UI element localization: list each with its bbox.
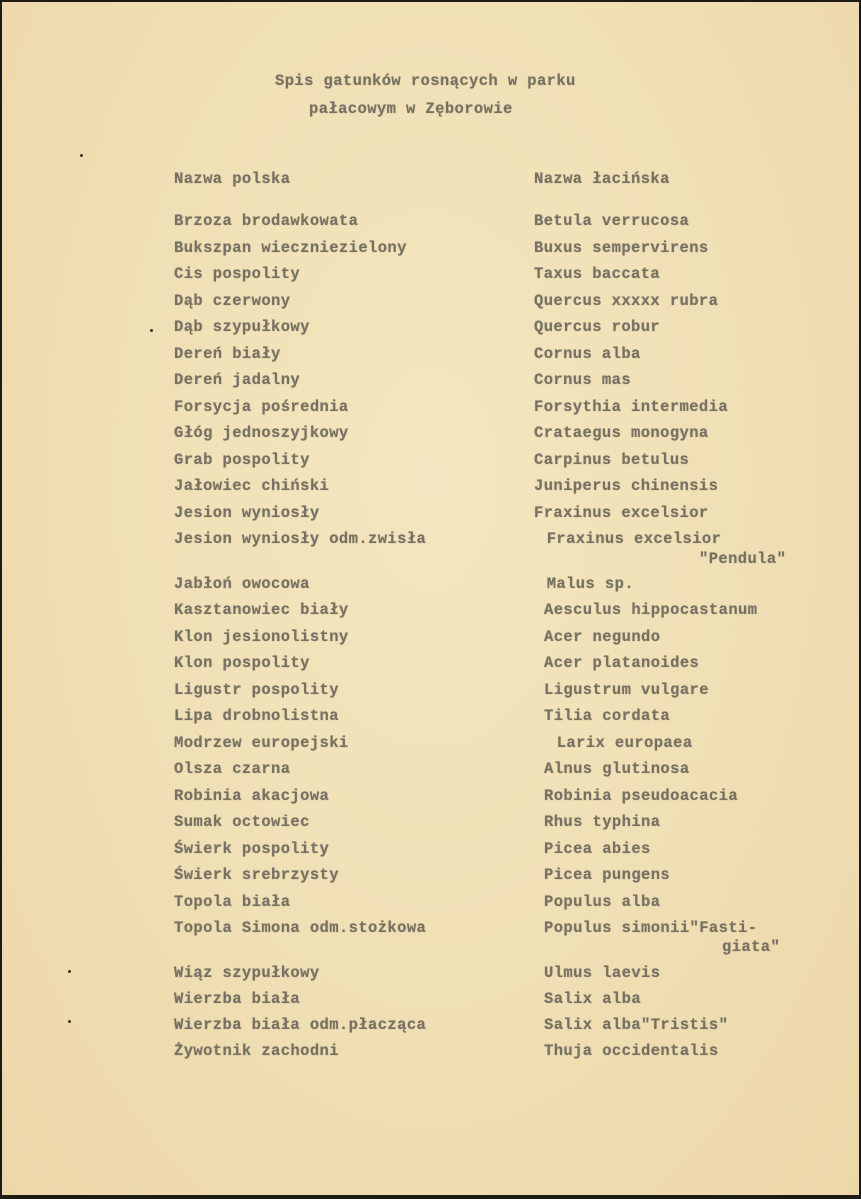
species-polish: Żywotnik zachodni [174, 1042, 339, 1060]
title-line-2: pałacowym w Zęborowie [309, 100, 513, 118]
species-polish: Dąb czerwony [174, 292, 291, 310]
species-polish: Jesion wyniosły odm.zwisła [174, 530, 427, 548]
species-latin: Picea abies [544, 840, 651, 858]
species-latin: Acer negundo [544, 628, 661, 646]
species-polish: Wierzba biała odm.płacząca [174, 1016, 427, 1034]
species-latin: Ligustrum vulgare [544, 681, 709, 699]
species-latin: Alnus glutinosa [544, 760, 690, 778]
species-polish: Dereń jadalny [174, 371, 301, 389]
margin-speck [150, 329, 153, 332]
species-polish: Sumak octowiec [174, 813, 310, 831]
species-latin: Betula verrucosa [534, 212, 690, 230]
species-latin: Taxus baccata [534, 265, 661, 283]
species-polish: Świerk pospolity [174, 840, 330, 858]
species-polish: Topola biała [174, 893, 291, 911]
species-polish: Klon jesionolistny [174, 628, 349, 646]
species-latin: Picea pungens [544, 866, 671, 884]
species-polish: Modrzew europejski [174, 734, 349, 752]
species-latin: Quercus xxxxx rubra [534, 292, 719, 310]
species-latin: Ulmus laevis [544, 964, 661, 982]
species-polish: Głóg jednoszyjkowy [174, 424, 349, 442]
species-latin: Robinia pseudoacacia [544, 787, 739, 805]
species-latin: Acer platanoides [544, 654, 700, 672]
species-polish: Topola Simona odm.stożkowa [174, 919, 427, 937]
species-polish: Wiąz szypułkowy [174, 964, 320, 982]
species-latin: Crataegus monogyna [534, 424, 709, 442]
species-polish: Ligustr pospolity [174, 681, 339, 699]
species-latin: Buxus sempervirens [534, 239, 709, 257]
species-latin: Populus simonii"Fasti- [544, 919, 758, 937]
species-latin: Cornus mas [534, 371, 632, 389]
species-latin: Quercus robur [534, 318, 661, 336]
species-latin: Thuja occidentalis [544, 1042, 719, 1060]
margin-speck [68, 1020, 71, 1023]
species-polish: Lipa drobnolistna [174, 707, 339, 725]
species-latin-continuation: giata" [722, 938, 781, 956]
species-polish: Dereń biały [174, 345, 281, 363]
species-latin: Larix europaea [547, 734, 693, 752]
species-latin: Juniperus chinensis [534, 477, 719, 495]
species-latin: Fraxinus excelsior [534, 504, 709, 522]
column-header-polish: Nazwa polska [174, 170, 291, 188]
species-latin: Salix alba"Tristis" [544, 1016, 729, 1034]
species-polish: Bukszpan wieczniezielony [174, 239, 407, 257]
species-latin-continuation: "Pendula" [699, 550, 787, 568]
species-latin: Carpinus betulus [534, 451, 690, 469]
species-polish: Brzoza brodawkowata [174, 212, 359, 230]
species-latin: Populus alba [544, 893, 661, 911]
species-polish: Robinia akacjowa [174, 787, 330, 805]
species-polish: Grab pospolity [174, 451, 310, 469]
species-latin: Rhus typhina [544, 813, 661, 831]
species-latin: Tilia cordata [544, 707, 671, 725]
species-latin: Cornus alba [534, 345, 641, 363]
species-polish: Jałowiec chiński [174, 477, 330, 495]
column-header-latin: Nazwa łacińska [534, 170, 670, 188]
species-polish: Olsza czarna [174, 760, 291, 778]
species-polish: Cis pospolity [174, 265, 301, 283]
title-line-1: Spis gatunków rosnących w parku [275, 72, 576, 90]
species-polish: Forsycja pośrednia [174, 398, 349, 416]
species-polish: Jesion wyniosły [174, 504, 320, 522]
species-polish: Wierzba biała [174, 990, 301, 1008]
margin-speck [68, 970, 71, 973]
species-latin: Salix alba [544, 990, 642, 1008]
typewritten-page [2, 2, 859, 1195]
species-polish: Klon pospolity [174, 654, 310, 672]
species-latin: Fraxinus excelsior [537, 530, 722, 548]
margin-speck [80, 154, 83, 157]
species-polish: Jabłoń owocowa [174, 575, 310, 593]
species-latin: Aesculus hippocastanum [544, 601, 758, 619]
species-polish: Dąb szypułkowy [174, 318, 310, 336]
species-polish: Świerk srebrzysty [174, 866, 339, 884]
species-polish: Kasztanowiec biały [174, 601, 349, 619]
species-latin: Forsythia intermedia [534, 398, 729, 416]
species-latin: Malus sp. [537, 575, 635, 593]
